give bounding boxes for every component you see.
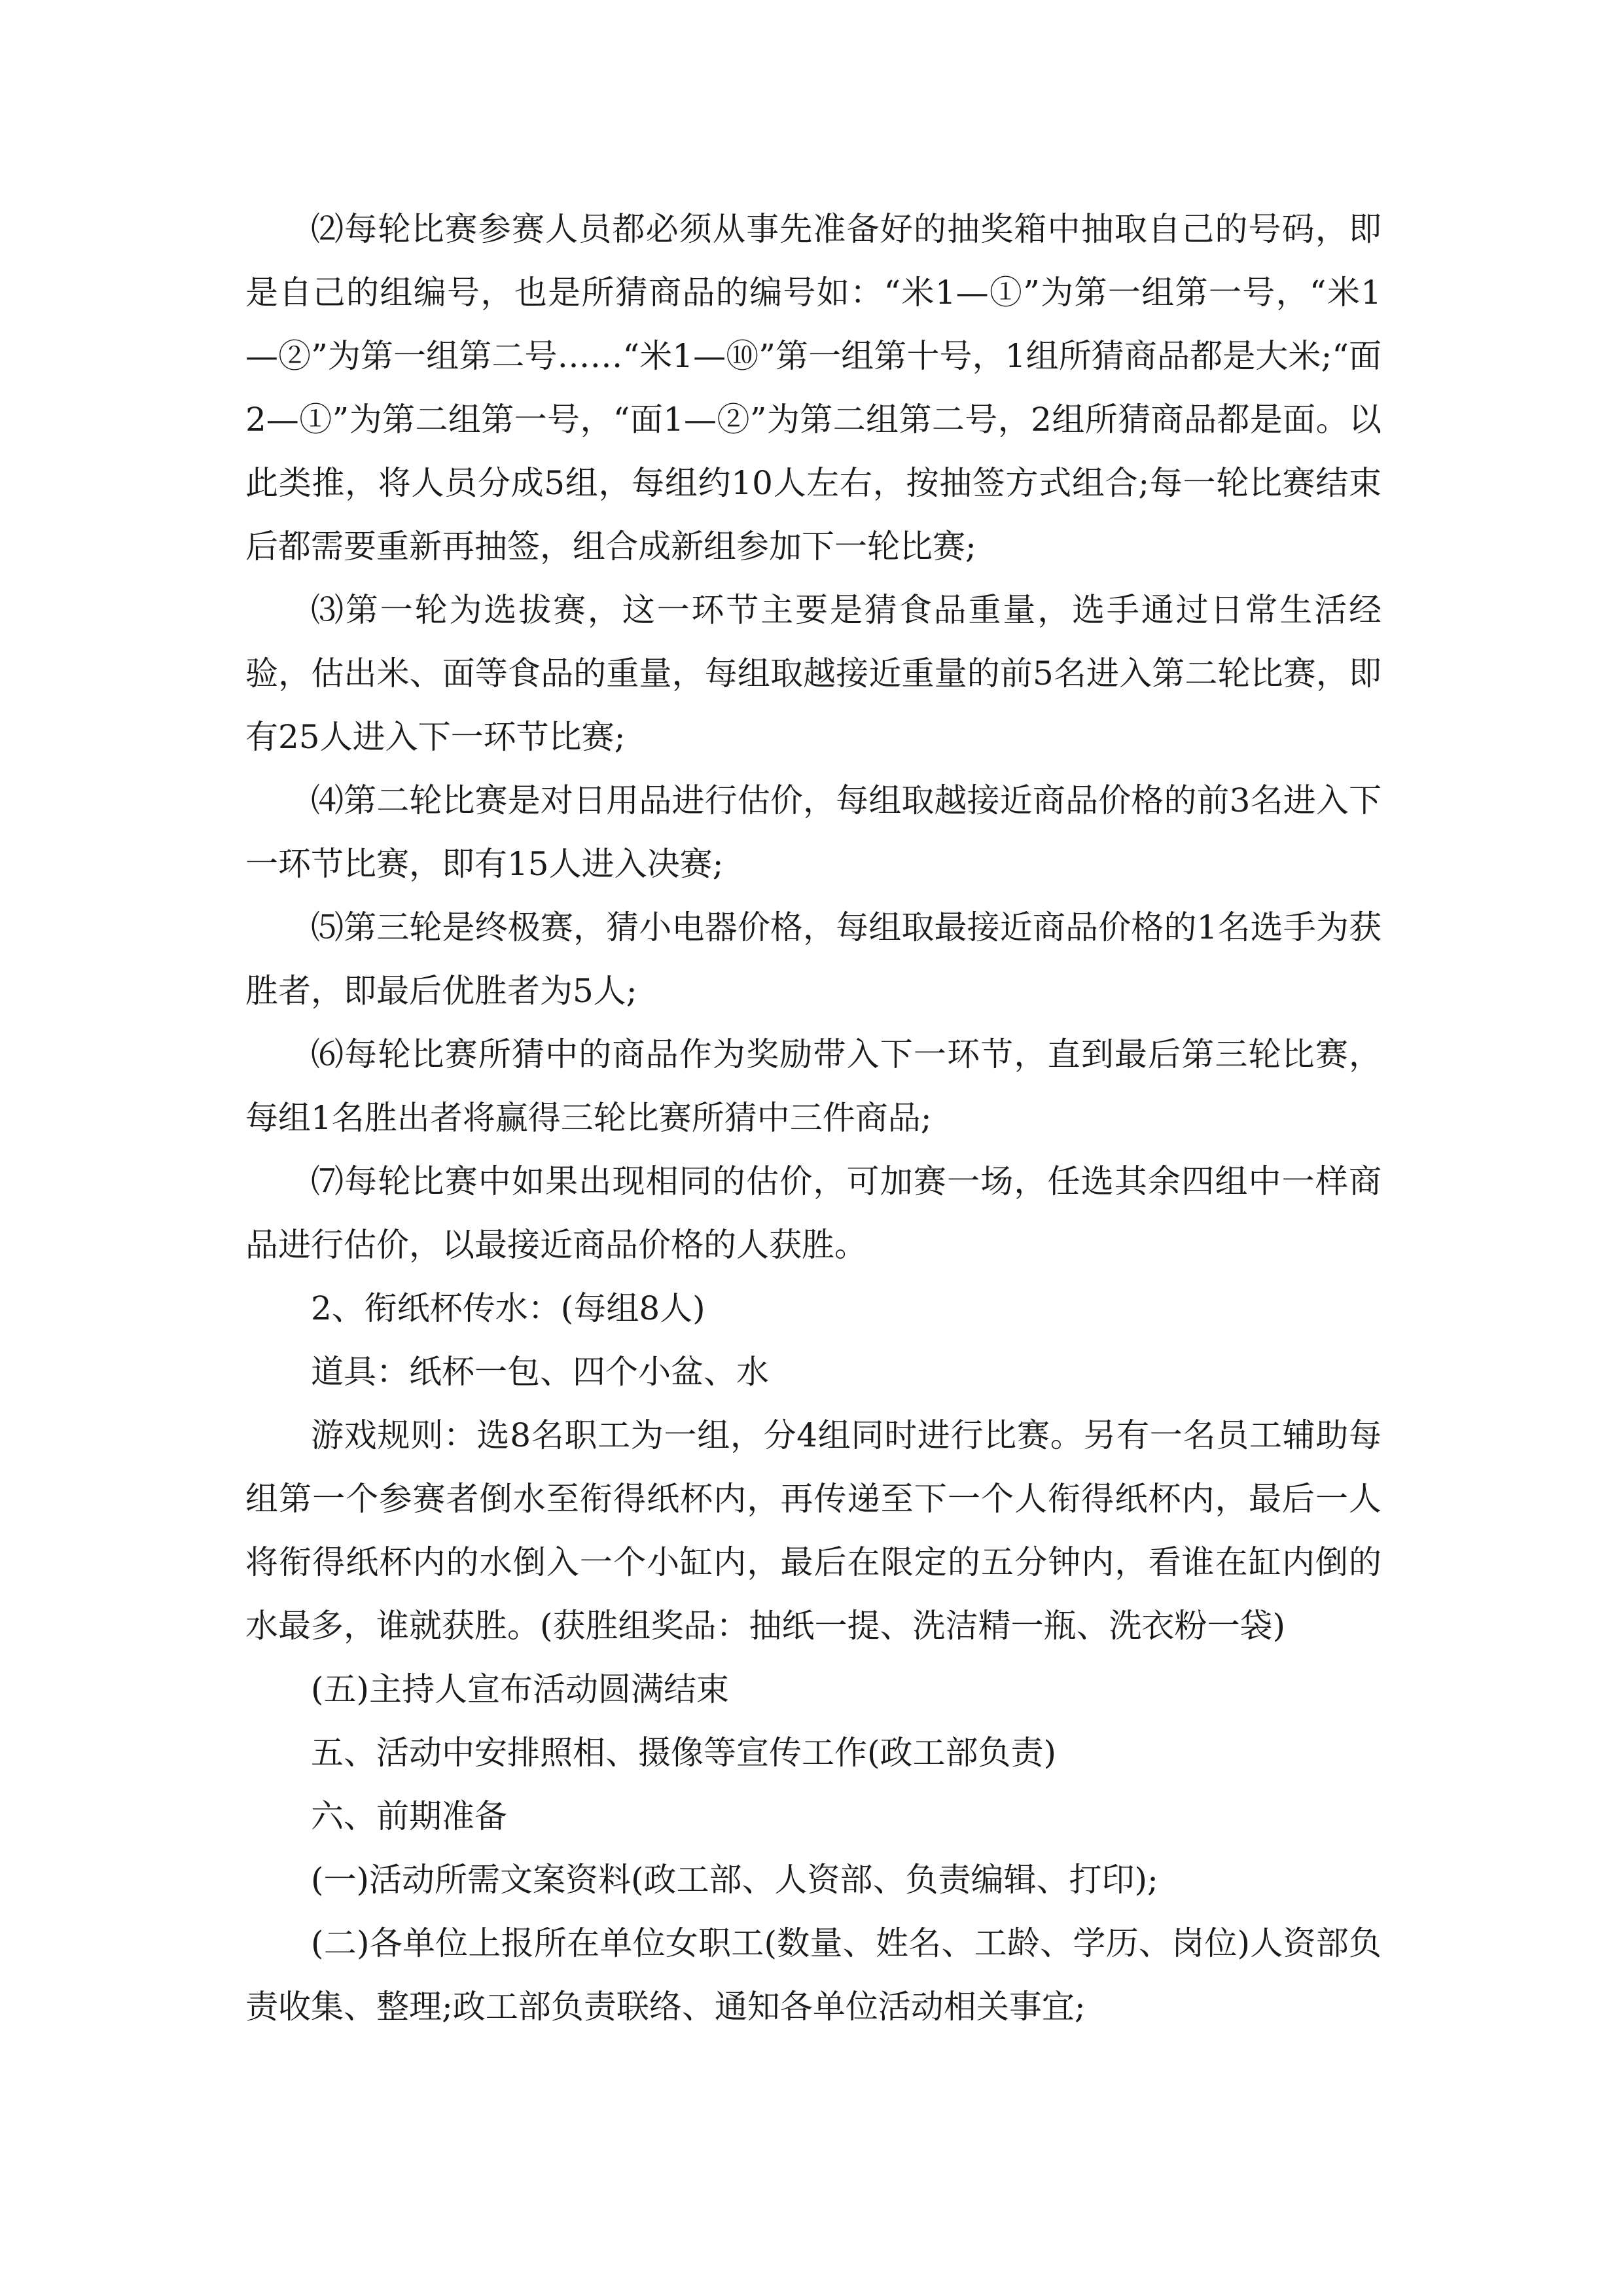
section-heading-5: 五、活动中安排照相、摄像等宣传工作(政工部负责) [311, 1734, 1057, 1772]
paragraph-rule-3: ⑶第一轮为选拔赛，这一环节主要是猜食品重量，选手通过日常生活经验，估出米、面等食品的重量，每组取越接近重量的前5名进入第二轮比赛，即有25人进入下一环节比赛; [245, 591, 1382, 756]
paragraph-game-rules: 游戏规则：选8名职工为一组，分4组同时进行比赛。另有一名员工辅助每组第一个参赛者倒水至衔得纸杯内，再传递至下一个人衔得纸杯内，最后一人将衔得纸杯内的水倒入一个小缸内，最后在限定的五分钟内，看谁在缸内倒的水最多，谁就获胜。(获胜组奖品：抽纸一提、洗洁精一瓶、洗衣粉一袋) [245, 1416, 1382, 1645]
paragraph-rule-4: ⑷第二轮比赛是对日用品进行估价，每组取越接近商品价格的前3名进入下一环节比赛，即有15人进入决赛; [245, 781, 1382, 883]
paragraph-rule-6: ⑹每轮比赛所猜中的商品作为奖励带入下一环节，直到最后第三轮比赛，每组1名胜出者将赢得三轮比赛所猜中三件商品; [245, 1035, 1382, 1137]
section-heading-6: 六、前期准备 [311, 1797, 507, 1835]
paragraph-game-2-title: 2、衔纸杯传水：(每组8人) [311, 1289, 705, 1327]
paragraph-props: 道具：纸杯一包、四个小盆、水 [311, 1353, 769, 1391]
paragraph-prep-2: (二)各单位上报所在单位女职工(数量、姓名、工龄、学历、岗位)人资部负责收集、整理;政工部负责联络、通知各单位活动相关事宜; [245, 1924, 1382, 2026]
paragraph-rule-7: ⑺每轮比赛中如果出现相同的估价，可加赛一场，任选其余四组中一样商品进行估价，以最接近商品价格的人获胜。 [245, 1162, 1382, 1264]
paragraph-prep-1: (一)活动所需文案资料(政工部、人资部、负责编辑、打印); [311, 1861, 1158, 1899]
document-body [245, 198, 1382, 2039]
paragraph-host-closing: (五)主持人宣布活动圆满结束 [311, 1670, 730, 1708]
paragraph-rule-2: ⑵每轮比赛参赛人员都必须从事先准备好的抽奖箱中抽取自己的号码，即是自己的组编号，也是所猜商品的编号如：“米1—①”为第一组第一号，“米1—②”为第一组第二号……“米1—⑩”第一组第十号，1组所猜商品都是大米;“面2—①”为第二组第一号，“面1—②”为第二组第二号，2组所猜商品都是面。以此类推，将人员分成5组，每组约10人左右，按抽签方式组合;每一轮比赛结束后都需要重新再抽签，组合成新组参加下一轮比赛; [245, 210, 1382, 565]
paragraph-rule-5: ⑸第三轮是终极赛，猜小电器价格，每组取最接近商品价格的1名选手为获胜者，即最后优胜者为5人; [245, 908, 1382, 1010]
